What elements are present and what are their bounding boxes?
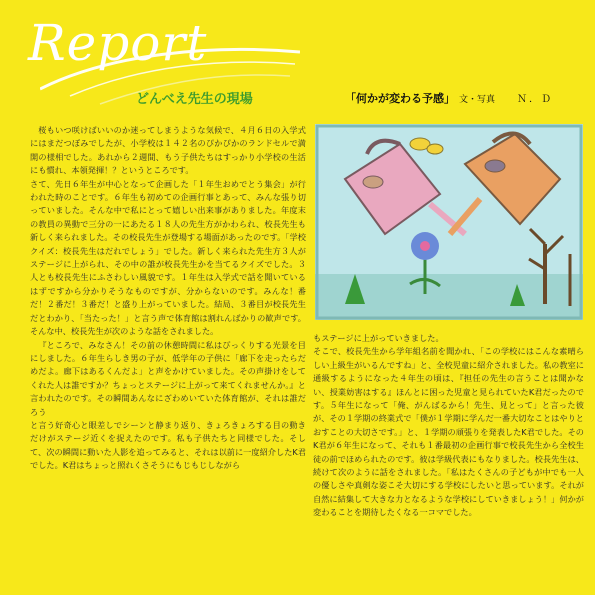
article-left-column: [30, 124, 306, 584]
headline-text: 「何かが変わる予感」: [345, 92, 455, 105]
article-right-column: [313, 332, 584, 587]
article-paragraph: 桜もいつ咲けばいいのか迷ってしまうような気候で、４月６日の入学式にはまだつぼみでしたが、小学校は１４２名のぴかぴかのランドセルで満開の様相でした。あれから２週間、もう子供たちはすっかり小学校の生活にも慣れ、本領発揮！？というところです。: [30, 125, 306, 176]
article-paragraph: もステージに上がっていきました。: [313, 333, 444, 343]
report-title: Report: [28, 14, 208, 72]
article-paragraph: さて、先日６年生が中心となって企画した「１年生おめでとう集会」が行われた時のことです。６年生も初めての企画行事とあって、みんな張り切っていました。そんな中で私にとって嬉しい出来事がありました。年度末の教員の異動で三分の一にあたる１８人の先生方がかわられ、校長先生も新しく来られました。その校長先生が登場する場面があったのです。「学校クイズ：校長先生はだれでしょう」でした。新しく来られた先生方３人がステージに上がられ、その中の誰が校長先生かを当てるクイズでした。３人とも校長先生にふさわしい風貌です。１年生は入学式で話を聞いているはずですから分かりそうなものですが、分からないのです。みんな！番だ！２番だ！３番だ！と盛り上がっていました。結局、３番目が校長先生だとわかり、「当たった！」と言う声で体育館は割れんばかりの歓声です。そんな中、校長先生が次のような話をされました。: [30, 178, 306, 337]
author-name: Ｎ．Ｄ: [517, 94, 554, 105]
column-subtitle: どんべえ先生の現場: [136, 92, 253, 107]
article-headline: [345, 90, 553, 106]
article-paragraph: 『ところで、みなさん！その前の休憩時間に私はびっくりする光景を目にしました。６年生らしき男の子が、低学年の子供に「廊下を走ったらだめだよ。廊下はあるくんだよ」と声をかけていました。その声掛けをしてくれた人は誰ですか？ちょっとステージに上がって来てくれませんか。』と言われたのです。その瞬間あんなにざわめいていた体育館が、それは誰だろう: [30, 339, 306, 417]
article-paragraph: と言う好奇心と眼差しでシーンと静まり返り、きょろきょろする目の動きだけがステージ近くを捉えたのです。私も子供たちと同様でした。そして、次の瞬間に動いた人影を追ってみると、それは以前に一度紹介したK君でした。K君はちょっと照れくさそうにもじもじしながら: [30, 419, 306, 471]
children-drawing-photo: [315, 124, 583, 320]
article-paragraph: そこで、校長先生から学年組名前を聞かれ、「この学校にはこんな素晴らしい上級生がいるんですね」と、全校児童に紹介されました。私の教室に通級するようになった４年生の頃は、『担任の先生の言うことは聞かない、授業妨害はする』ほんとに困った児童と見られていたK君だったのです。５年生になって「俺、がんばるから！先生、見とって」と言った彼が、その１学期の終業式で「僕が１学期に学んだ一番大切なことはやりとおすことの大切さです。」と、１学期の頑張りを発表したK君でした。そのK君が６年生になって、それも１番最初の企画行事で校長先生から全校生徒の前でほめられたのです。彼は学級代表にもなりました。校長先生は、続けて次のように話をされました。「私はたくさんの子どもが中でも一人の優しさや真剣な姿こそ大切にする学校にしたいと思っています。それが自然に結集して大きな力となるような学校にしていきましょう！」何かが変わることを期待したくなる一コマでした。: [313, 346, 584, 518]
credit-label: 文・写真: [459, 95, 496, 105]
